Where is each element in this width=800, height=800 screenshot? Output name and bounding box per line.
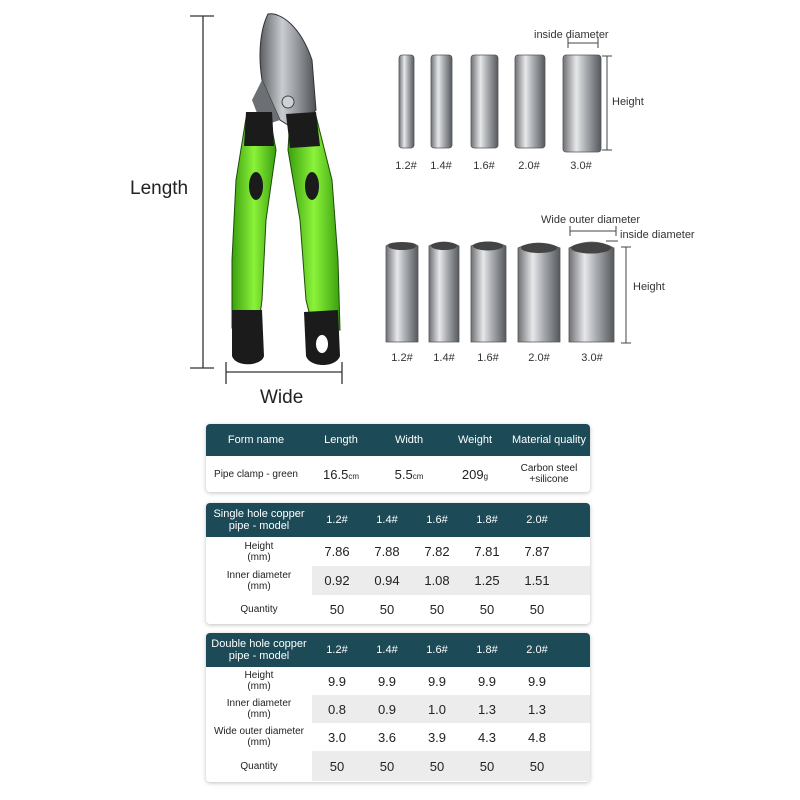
- single-value: 1.25: [474, 573, 500, 588]
- double-table-title: Double hole copper pipe - model: [211, 638, 307, 662]
- product-row: [206, 456, 590, 492]
- product-weight: 209g: [461, 466, 489, 482]
- single-value: 0.94: [374, 573, 400, 588]
- single-value: 50: [329, 602, 345, 617]
- length-dimension: [190, 16, 214, 368]
- double-hole-table: [206, 633, 590, 782]
- double-size-label: 1.6#: [477, 352, 499, 364]
- double-value: 4.8: [527, 729, 547, 745]
- header-width: Width: [394, 434, 424, 446]
- single-row-height: Height (mm) 7.86 7.88 7.82 7.81 7.87: [206, 537, 590, 566]
- double-value: 50: [379, 758, 395, 774]
- double-model: 1.4#: [376, 644, 398, 656]
- double-hole-tubes: [386, 242, 614, 343]
- single-value: 50: [429, 602, 445, 617]
- single-model: 1.2#: [326, 514, 348, 526]
- double-row-inner: Inner diameter (mm) 0.8 0.9 1.0 1.3 1.3: [206, 695, 590, 723]
- double-model: 1.6#: [426, 644, 448, 656]
- single-size-label: 1.2#: [395, 160, 417, 172]
- pliers-handle-left: [232, 112, 276, 364]
- double-size-label: 1.2#: [391, 352, 413, 364]
- double-model: 1.2#: [326, 644, 348, 656]
- product-table: [206, 424, 590, 492]
- double-value: 9.9: [527, 673, 547, 689]
- double-value: 0.8: [327, 701, 347, 717]
- double-size-label: 3.0#: [581, 352, 603, 364]
- single-hole-tubes: [399, 55, 601, 152]
- header-length: Length: [324, 434, 358, 446]
- single-inside-diameter-label: inside diameter: [534, 29, 609, 41]
- double-row-height: Height (mm) 9.9 9.9 9.9 9.9 9.9: [206, 667, 590, 695]
- double-model: 2.0#: [526, 644, 548, 656]
- single-size-label: 1.4#: [430, 160, 452, 172]
- single-size-label: 1.6#: [473, 160, 495, 172]
- wide-outer-diameter-label: Wide outer diameter: [541, 214, 641, 226]
- wide-label: Wide: [260, 387, 304, 408]
- header-form-name: Form name: [227, 434, 285, 446]
- double-value: 50: [329, 758, 345, 774]
- pliers-handle-right: [286, 112, 340, 365]
- double-size-label: 1.4#: [433, 352, 455, 364]
- single-value: 7.82: [424, 544, 450, 559]
- single-model: 1.6#: [426, 514, 448, 526]
- length-label: Length: [130, 178, 189, 199]
- single-row-inner: Inner diameter (mm) 0.92 0.94 1.08 1.25 1.51: [206, 566, 590, 595]
- product-table-header: [206, 424, 590, 456]
- double-model: 1.8#: [476, 644, 498, 656]
- single-model: 1.8#: [476, 514, 498, 526]
- double-value: 3.9: [427, 729, 447, 745]
- double-height-label: Height: [633, 281, 665, 293]
- double-value: 9.9: [427, 673, 447, 689]
- product-material: Carbon steel +silicone: [520, 463, 578, 485]
- single-hole-table: [206, 503, 590, 624]
- product-width: 5.5cm: [394, 466, 424, 482]
- double-value: 9.9: [377, 673, 397, 689]
- double-value: 50: [429, 758, 445, 774]
- double-value: 0.9: [377, 701, 397, 717]
- single-value: 7.81: [474, 544, 500, 559]
- product-name: Pipe clamp - green: [214, 468, 298, 480]
- header-weight: Weight: [457, 434, 493, 446]
- single-value: 7.86: [324, 544, 350, 559]
- single-row-quantity: Quantity 50 50 50 50 50: [206, 595, 590, 624]
- header-material: Material quality: [512, 434, 586, 446]
- double-size-label: 2.0#: [528, 352, 550, 364]
- single-value: 50: [529, 602, 545, 617]
- single-value: 1.08: [424, 573, 450, 588]
- double-value: 1.3: [527, 701, 547, 717]
- single-table-title: Single hole copper pipe - model: [213, 508, 305, 532]
- double-row-quantity: Quantity 50 50 50 50 50: [206, 751, 590, 781]
- single-value: 7.87: [524, 544, 550, 559]
- single-model: 1.4#: [376, 514, 398, 526]
- double-value: 3.6: [377, 729, 397, 745]
- single-model: 2.0#: [526, 514, 548, 526]
- single-value: 50: [379, 602, 395, 617]
- single-size-label: 3.0#: [570, 160, 592, 172]
- single-value: 50: [479, 602, 495, 617]
- single-table-header: [206, 503, 590, 537]
- double-value: 50: [479, 758, 495, 774]
- double-value: 50: [529, 758, 545, 774]
- single-value: 7.88: [374, 544, 400, 559]
- single-value: 1.51: [524, 573, 550, 588]
- double-inside-diameter-label: inside diameter: [620, 229, 695, 241]
- double-value: 9.9: [477, 673, 497, 689]
- single-height-label: Height: [612, 96, 644, 108]
- wide-dimension: [226, 362, 342, 384]
- double-value: 1.3: [477, 701, 497, 717]
- single-value: 0.92: [324, 573, 350, 588]
- double-value: 4.3: [477, 729, 497, 745]
- double-value: 1.0: [427, 701, 447, 717]
- product-length: 16.5cm: [323, 466, 359, 482]
- double-table-header: [206, 633, 590, 667]
- double-value: 3.0: [327, 729, 347, 745]
- double-row-outer: Wide outer diameter (mm) 3.0 3.6 3.9 4.3 4.8: [206, 723, 590, 751]
- single-size-label: 2.0#: [518, 160, 540, 172]
- double-value: 9.9: [327, 673, 347, 689]
